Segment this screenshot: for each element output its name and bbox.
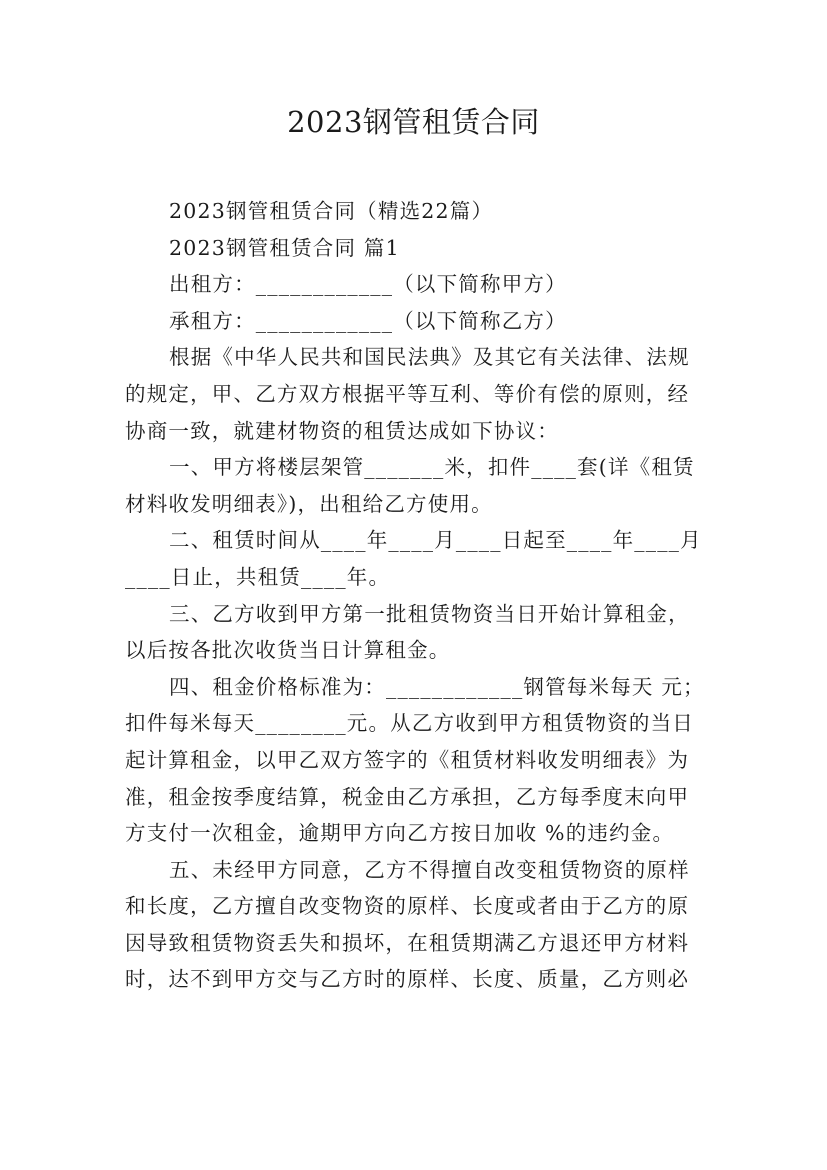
body-line: 2023钢管租赁合同 篇1 xyxy=(169,235,400,260)
body-line: 方支付一次租金，逾期甲方向乙方按日加收 %的违约金。 xyxy=(125,821,675,846)
body-line: 五、未经甲方同意，乙方不得擅自改变租赁物资的原样 xyxy=(169,857,690,882)
body-line: 四、租金价格标准为：____________钢管每米每天 元； xyxy=(169,674,705,699)
body-line: 承租方：____________（以下简称乙方） xyxy=(169,308,567,333)
body-line: 2023钢管租赁合同（精选22篇） xyxy=(169,199,494,223)
body-line: 以后按各批次收货当日计算租金。 xyxy=(125,638,451,663)
document-body xyxy=(125,193,705,998)
body-line: 时，达不到甲方交与乙方时的原样、长度、质量，乙方则必 xyxy=(125,967,690,992)
body-line: 二、租赁时间从____年____月____日起至____年____月 xyxy=(169,528,702,553)
document-title: 2023钢管租赁合同 xyxy=(287,105,540,139)
body-line: 材料收发明细表》)，出租给乙方使用。 xyxy=(125,491,493,516)
body-line: 协商一致，就建材物资的租赁达成如下协议： xyxy=(125,418,559,443)
body-line: 因导致租赁物资丢失和损坏，在租赁期满乙方退还甲方材料 xyxy=(125,930,690,955)
body-line: 三、乙方收到甲方第一批租赁物资当日开始计算租金， xyxy=(169,601,690,626)
body-line: 一、甲方将楼层架管_______米，扣件____套(详《租赁 xyxy=(169,455,695,480)
body-line: 起计算租金，以甲乙双方签字的《租赁材料收发明细表》为 xyxy=(125,747,690,772)
body-line: 根据《中华人民共和国民法典》及其它有关法律、法规 xyxy=(169,345,690,370)
body-line: ____日止，共租赁____年。 xyxy=(125,564,391,589)
body-line: 的规定，甲、乙方双方根据平等互利、等价有偿的原则，经 xyxy=(125,381,690,406)
body-line: 扣件每米每天________元。从乙方收到甲方租赁物资的当日 xyxy=(125,711,694,736)
body-line: 出租方：____________（以下简称甲方） xyxy=(169,272,567,297)
body-line: 和长度，乙方擅自改变物资的原样、长度或者由于乙方的原 xyxy=(125,894,690,919)
body-line: 准，租金按季度结算，税金由乙方承担，乙方每季度末向甲 xyxy=(125,784,690,809)
